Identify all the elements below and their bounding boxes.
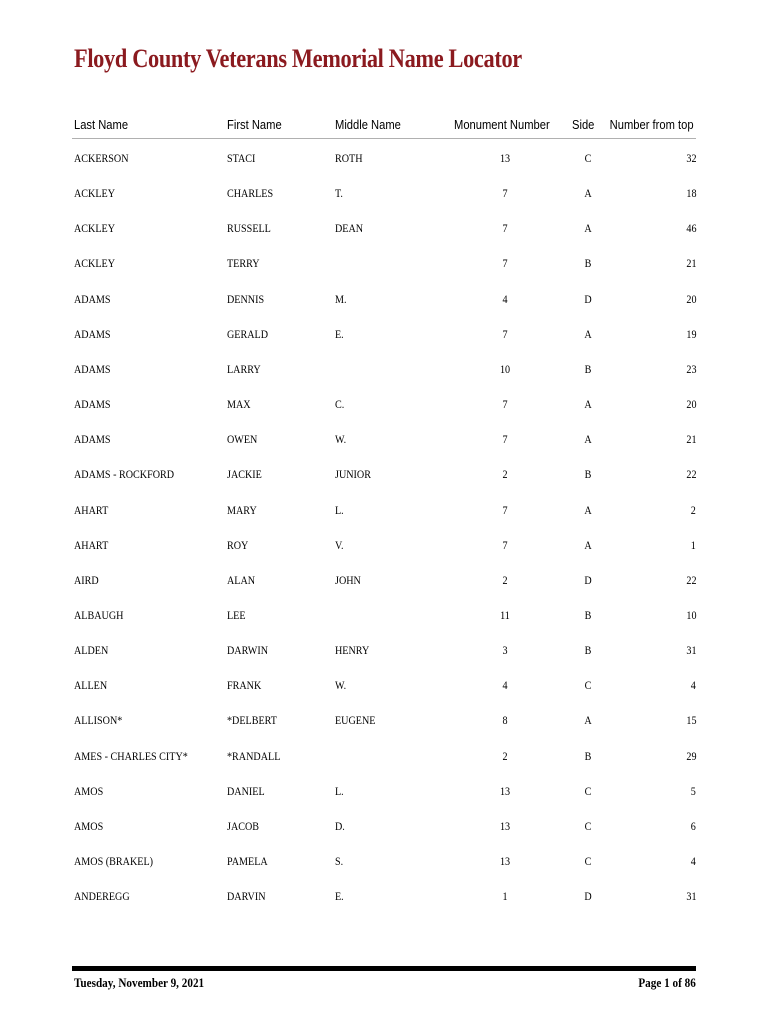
cell-side: C [584,153,592,165]
cell-last-name: ALLEN [74,680,108,693]
cell-number-from-top: 20 [685,399,696,412]
cell-side: B [584,469,592,482]
cell-number-from-top: 31 [685,645,696,658]
header-middle-name: Middle Name [335,117,401,132]
cell-middle-name: M. [335,293,347,306]
table-row [0,856,770,876]
cell-side: B [584,258,592,271]
cell-last-name: ACKLEY [74,258,116,271]
cell-first-name: GERALD [227,328,269,341]
cell-middle-name: L. [335,785,344,798]
table-row [0,786,770,806]
cell-middle-name: HENRY [335,645,370,658]
cell-middle-name: JOHN [335,574,361,587]
cell-monument-number: 13 [499,785,511,798]
table-row [0,821,770,841]
cell-first-name: *DELBERT [227,715,277,728]
table-row [0,751,770,771]
cell-last-name: ADAMS [74,434,111,447]
cell-monument-number: 7 [502,539,508,552]
cell-side: A [584,328,592,341]
cell-number-from-top: 6 [690,820,696,833]
cell-middle-name: W. [335,680,347,693]
cell-middle-name: ROTH [335,153,363,165]
table-row [0,645,770,665]
cell-first-name: DARVIN [227,891,266,904]
cell-last-name: ALLISON* [74,715,123,728]
cell-monument-number: 13 [499,856,511,868]
cell-middle-name: DEAN [335,223,364,236]
cell-last-name: ACKERSON [74,153,129,165]
cell-last-name: ADAMS [74,293,111,306]
cell-number-from-top: 22 [685,469,696,482]
cell-first-name: DARWIN [227,645,269,658]
cell-monument-number: 7 [502,434,508,447]
cell-last-name: ACKLEY [74,188,116,201]
cell-middle-name: C. [335,399,345,412]
cell-side: C [584,680,592,693]
cell-number-from-top: 21 [685,434,696,447]
table-row [0,399,770,419]
cell-first-name: JACKIE [227,469,262,482]
cell-first-name: ROY [227,539,249,552]
cell-middle-name: EUGENE [335,715,376,728]
cell-monument-number: 8 [502,715,508,728]
cell-last-name: AIRD [74,574,99,587]
cell-first-name: JACOB [227,820,260,833]
cell-last-name: AMOS (BRAKEL) [74,856,153,868]
cell-middle-name: S. [335,856,344,868]
cell-last-name: ANDEREGG [74,891,130,904]
cell-number-from-top: 20 [685,293,696,306]
cell-first-name: CHARLES [227,188,274,201]
header-rule [72,138,696,139]
cell-last-name: ADAMS [74,399,111,412]
cell-monument-number: 7 [502,399,508,412]
header-last-name: Last Name [74,117,129,132]
table-row [0,505,770,525]
cell-first-name: PAMELA [227,856,268,868]
cell-last-name: ACKLEY [74,223,116,236]
cell-middle-name: JUNIOR [335,469,371,482]
cell-number-from-top: 46 [685,223,696,236]
cell-monument-number: 2 [502,750,508,763]
cell-side: C [584,785,592,798]
table-row [0,434,770,454]
cell-side: A [584,223,592,236]
cell-number-from-top: 22 [685,574,696,587]
cell-number-from-top: 2 [690,504,696,517]
cell-first-name: DENNIS [227,293,265,306]
table-row [0,680,770,700]
cell-monument-number: 1 [502,891,508,904]
cell-side: D [584,293,592,306]
cell-number-from-top: 19 [685,328,696,341]
table-row [0,575,770,595]
table-row [0,294,770,314]
cell-side: B [584,750,592,763]
cell-side: A [584,504,592,517]
cell-middle-name: V. [335,539,344,552]
cell-last-name: AHART [74,504,109,517]
cell-middle-name: L. [335,504,344,517]
cell-first-name: *RANDALL [227,750,281,763]
cell-monument-number: 7 [502,258,508,271]
cell-middle-name: D. [335,820,345,833]
cell-number-from-top: 15 [685,715,696,728]
cell-monument-number: 13 [499,820,511,833]
cell-first-name: LARRY [227,363,261,376]
cell-side: B [584,609,592,622]
header-side: Side [572,117,595,132]
cell-monument-number: 11 [500,609,510,622]
cell-number-from-top: 31 [685,891,696,904]
cell-side: A [584,715,592,728]
table-row [0,258,770,278]
cell-number-from-top: 29 [685,750,696,763]
table-row [0,153,770,173]
cell-last-name: AMOS [74,820,104,833]
cell-middle-name: E. [335,328,344,341]
cell-number-from-top: 32 [685,153,696,165]
cell-side: B [584,363,592,376]
cell-last-name: ADAMS [74,363,111,376]
cell-monument-number: 7 [502,504,508,517]
cell-last-name: ALDEN [74,645,109,658]
cell-first-name: MARY [227,504,257,517]
cell-monument-number: 4 [502,293,508,306]
cell-number-from-top: 21 [685,258,696,271]
cell-number-from-top: 4 [690,856,696,868]
cell-monument-number: 7 [502,328,508,341]
table-row [0,540,770,560]
cell-monument-number: 13 [499,153,511,165]
cell-first-name: FRANK [227,680,262,693]
cell-side: A [584,539,592,552]
cell-side: A [584,434,592,447]
footer-rule [72,966,696,971]
cell-monument-number: 7 [502,223,508,236]
cell-monument-number: 2 [502,469,508,482]
cell-last-name: AHART [74,539,109,552]
cell-monument-number: 7 [502,188,508,201]
cell-side: D [584,891,592,904]
cell-side: A [584,399,592,412]
cell-last-name: AMOS [74,785,104,798]
cell-first-name: MAX [227,399,251,412]
page-title: Floyd County Veterans Memorial Name Locator [74,44,522,73]
table-row [0,891,770,911]
cell-first-name: LEE [227,609,246,622]
header-first-name: First Name [227,117,282,132]
cell-last-name: ALBAUGH [74,609,124,622]
table-row [0,188,770,208]
cell-monument-number: 2 [502,574,508,587]
cell-side: A [584,188,592,201]
table-row [0,223,770,243]
cell-number-from-top: 5 [690,785,696,798]
table-row [0,364,770,384]
cell-monument-number: 3 [502,645,508,658]
table-row [0,715,770,735]
cell-first-name: ALAN [227,574,256,587]
cell-number-from-top: 1 [690,539,696,552]
cell-number-from-top: 23 [685,363,696,376]
cell-side: C [584,856,592,868]
footer-date: Tuesday, November 9, 2021 [74,975,205,990]
cell-number-from-top: 18 [685,188,696,201]
cell-last-name: ADAMS - ROCKFORD [74,469,175,482]
cell-side: D [584,574,592,587]
cell-middle-name: T. [335,188,343,201]
cell-first-name: STACI [227,153,256,165]
header-number-from-top: Number from top [610,117,694,132]
table-row [0,610,770,630]
cell-number-from-top: 4 [690,680,696,693]
table-row [0,469,770,489]
cell-first-name: RUSSELL [227,223,271,236]
table-row [0,329,770,349]
cell-last-name: ADAMS [74,328,111,341]
cell-middle-name: E. [335,891,344,904]
cell-monument-number: 10 [499,363,511,376]
footer-page-number: Page 1 of 86 [638,975,696,990]
cell-side: C [584,820,592,833]
cell-side: B [584,645,592,658]
header-monument-number: Monument Number [454,117,550,132]
cell-first-name: DANIEL [227,785,265,798]
cell-middle-name: W. [335,434,347,447]
cell-monument-number: 4 [502,680,508,693]
cell-first-name: TERRY [227,258,260,271]
cell-number-from-top: 10 [685,609,696,622]
cell-last-name: AMES - CHARLES CITY* [74,750,188,763]
cell-first-name: OWEN [227,434,258,447]
